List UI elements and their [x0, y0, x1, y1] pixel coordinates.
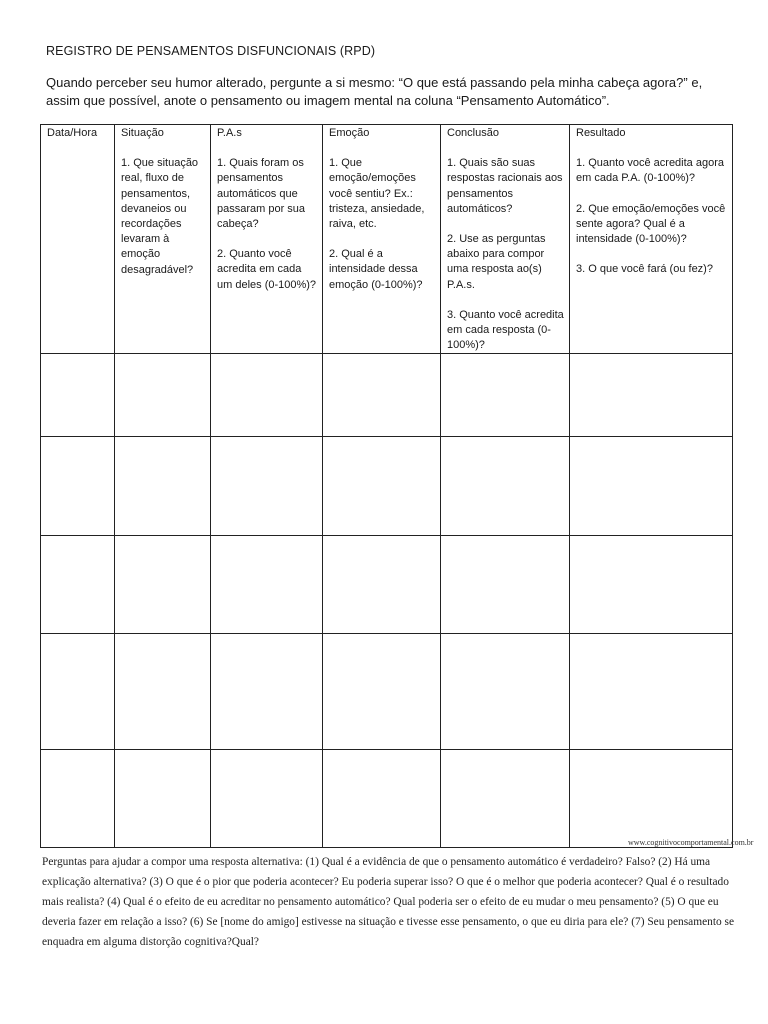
entry-cell-date-time[interactable] [41, 354, 115, 437]
column-header: Emoção [329, 127, 370, 139]
table-header-row [41, 125, 733, 354]
entry-cell-automatic-thoughts[interactable] [211, 750, 323, 848]
entry-cell-situation[interactable] [115, 750, 211, 848]
column-question: 1. Quanto você acredita agora em cada P.A. (0-100%)? [576, 157, 724, 185]
column-situation [115, 125, 211, 354]
column-question: 2. Quanto você acredita em cada um deles (0-100%)? [217, 248, 317, 291]
entry-cell-date-time[interactable] [41, 750, 115, 848]
intro-paragraph: Quando perceber seu humor alterado, pergunte a si mesmo: “O que está passando pela minha cabeça agora?” e, assim que possível, anote o pensamento ou imagem mental na coluna “Pensamento Automático”. [46, 75, 703, 108]
column-conclusion [441, 125, 570, 354]
column-header: Situação [121, 127, 164, 139]
column-automatic-thoughts [211, 125, 323, 354]
page-title: REGISTRO DE PENSAMENTOS DISFUNCIONAIS (RPD) [46, 44, 376, 58]
column-header: Data/Hora [47, 127, 98, 139]
column-question: 2. Que emoção/emoções você sente agora? Qual é a intensidade (0-100%)? [576, 202, 726, 246]
entry-cell-conclusion[interactable] [441, 536, 570, 634]
entry-cell-date-time[interactable] [41, 634, 115, 750]
column-question: 1. Que situação real, fluxo de pensamentos, devaneios ou recordações levaram à emoção desagradável? [121, 157, 199, 276]
website-watermark: www.cognitivocomportamental.com.br [628, 838, 754, 847]
entry-cell-date-time[interactable] [41, 536, 115, 634]
entry-cell-result[interactable] [570, 750, 733, 848]
entry-cell-conclusion[interactable] [441, 354, 570, 437]
entry-cell-situation[interactable] [115, 634, 211, 750]
entry-cell-automatic-thoughts[interactable] [211, 634, 323, 750]
entry-cell-emotion[interactable] [323, 750, 441, 848]
column-question: 3. Quanto você acredita em cada resposta (0-100%)? [447, 308, 564, 352]
table-row [41, 634, 733, 750]
entry-cell-automatic-thoughts[interactable] [211, 437, 323, 536]
border-tick [40, 835, 41, 843]
entry-cell-emotion[interactable] [323, 354, 441, 437]
column-question: 2. Qual é a intensidade dessa emoção (0-100%)? [329, 248, 423, 291]
entry-cell-emotion[interactable] [323, 634, 441, 750]
footer-guidance-questions: Perguntas para ajudar a compor uma resposta alternativa: (1) Qual é a evidência de que o pensamento automático é verdadeiro? Falso? (2) Há uma explicação alternativa? (3) O que é o pior que poderia acontecer? Eu poderia superar isso? O que é o melhor que poderia acontecer? Qual é o resultado mais realista? (4) Qual é o efeito de eu acreditar no pensamento automático? Qual poderia ser o efeito de eu mudar o meu pensamento? (5) O que eu deveria fazer em relação a isso? (6) Se [nome do amigo] estivesse na situação e tivesse esse pensamento, o que eu diria para ele? (7) Seu pensamento se enquadra em alguma distorção cognitiva?Qual? [42, 856, 735, 948]
column-question: 1. Quais foram os pensamentos automáticos que passaram por sua cabeça? [217, 157, 306, 231]
entry-cell-emotion[interactable] [323, 536, 441, 634]
column-date-time [41, 125, 115, 354]
entry-cell-result[interactable] [570, 634, 733, 750]
column-question: 2. Use as perguntas abaixo para compor uma resposta ao(s) P.A.s. [447, 233, 546, 291]
entry-cell-conclusion[interactable] [441, 634, 570, 750]
column-emotion [323, 125, 441, 354]
column-header: Resultado [576, 127, 626, 139]
entry-cell-result[interactable] [570, 354, 733, 437]
entry-cell-automatic-thoughts[interactable] [211, 536, 323, 634]
entry-cell-date-time[interactable] [41, 437, 115, 536]
column-question: 1. Quais são suas respostas racionais aos pensamentos automáticos? [447, 157, 563, 215]
entry-cell-situation[interactable] [115, 354, 211, 437]
table-row [41, 354, 733, 437]
rpd-table [40, 124, 733, 848]
column-header: P.A.s [217, 127, 242, 139]
table-row [41, 750, 733, 848]
entry-cell-situation[interactable] [115, 437, 211, 536]
table-row [41, 437, 733, 536]
entry-cell-result[interactable] [570, 437, 733, 536]
table-row [41, 536, 733, 634]
entry-cell-automatic-thoughts[interactable] [211, 354, 323, 437]
entry-cell-situation[interactable] [115, 536, 211, 634]
entry-cell-conclusion[interactable] [441, 437, 570, 536]
column-result [570, 125, 733, 354]
entry-cell-emotion[interactable] [323, 437, 441, 536]
column-question: 3. O que você fará (ou fez)? [576, 263, 713, 276]
column-header: Conclusão [447, 127, 499, 139]
column-question: 1. Que emoção/emoções você sentiu? Ex.: tristeza, ansiedade, raiva, etc. [329, 157, 425, 231]
entry-cell-conclusion[interactable] [441, 750, 570, 848]
entry-cell-result[interactable] [570, 536, 733, 634]
